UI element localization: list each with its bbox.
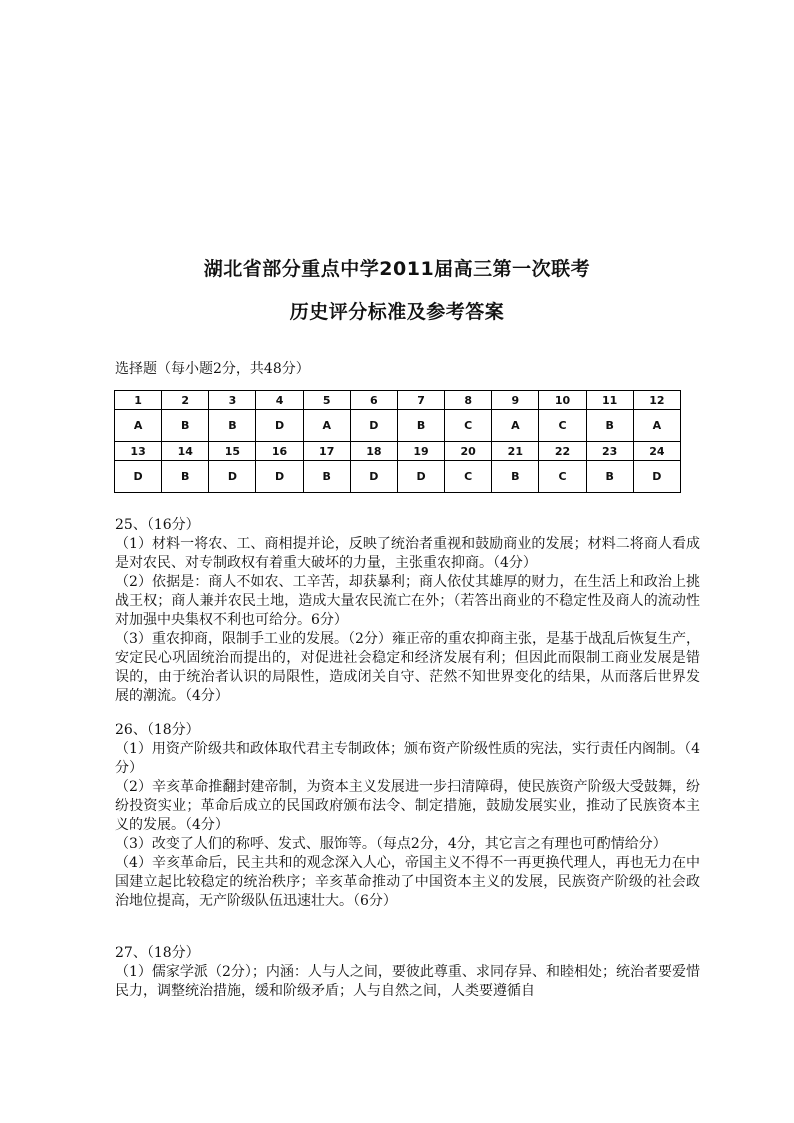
answer-cell: C — [539, 410, 586, 442]
answer-cell: A — [115, 410, 162, 442]
question-25-part-2: （2）依据是：商人不如农、工辛苦，却获暴利；商人依仗其雄厚的财力，在生活上和政治上挑战王权；商人兼并农民土地，造成大量农民流亡在外；（若答出商业的不稳定性及商人的流动性对加强中央集权不利也可给分。6分） — [115, 574, 700, 628]
answer-cell: D — [209, 461, 256, 493]
answer-cell: D — [397, 461, 444, 493]
answer-cell: A — [303, 410, 350, 442]
answer-cell: D — [350, 461, 397, 493]
question-number-row — [115, 442, 681, 461]
question-number-cell: 3 — [209, 391, 256, 410]
question-25-heading: 25、（16分） — [115, 517, 200, 533]
question-number-cell: 1 — [115, 391, 162, 410]
answer-cell: C — [539, 461, 586, 493]
question-number-cell: 19 — [397, 442, 444, 461]
question-number-cell: 24 — [633, 442, 680, 461]
question-number-cell: 9 — [492, 391, 539, 410]
answer-table — [114, 390, 681, 493]
answer-cell: B — [303, 461, 350, 493]
answer-cell: B — [162, 410, 209, 442]
choice-section-label: 选择题（每小题2分，共48分） — [115, 361, 310, 377]
answer-cell: A — [492, 410, 539, 442]
question-number-cell: 23 — [586, 442, 633, 461]
question-25-part-1: （1）材料一将农、工、商相提并论，反映了统治者重视和鼓励商业的发展；材料二将商人看成是对农民、对专制政权有着重大破坏的力量，主张重农抑商。（4分） — [115, 536, 700, 571]
question-26-part-3: （3）改变了人们的称呼、发式、服饰等。（每点2分，4分，其它言之有理也可酌情给分） — [115, 836, 667, 852]
question-25-part-3: （3）重农抑商，限制手工业的发展。（2分）雍正帝的重农抑商主张，是基于战乱后恢复生产，安定民心巩固统治而提出的，对促进社会稳定和经济发展有利；但因此而限制工商业发展是错误的，由于统治者认识的局限性，造成闭关自守、茫然不知世界变化的结果，从而落后世界发展的潮流。（4分） — [115, 631, 700, 704]
question-number-cell: 16 — [256, 442, 303, 461]
answer-cell: B — [397, 410, 444, 442]
answer-cell: D — [350, 410, 397, 442]
answer-cell: B — [586, 461, 633, 493]
question-number-cell: 8 — [445, 391, 492, 410]
answer-cell: C — [445, 410, 492, 442]
answer-cell: D — [115, 461, 162, 493]
question-number-cell: 2 — [162, 391, 209, 410]
question-26 — [115, 721, 700, 911]
question-number-cell: 14 — [162, 442, 209, 461]
answer-row — [115, 410, 681, 442]
question-number-cell: 6 — [350, 391, 397, 410]
question-27 — [115, 944, 700, 1001]
answer-cell: A — [633, 410, 680, 442]
question-number-cell: 12 — [633, 391, 680, 410]
question-number-cell: 5 — [303, 391, 350, 410]
question-number-cell: 22 — [539, 442, 586, 461]
answer-row — [115, 461, 681, 493]
question-27-heading: 27、（18分） — [115, 945, 200, 961]
question-26-heading: 26、（18分） — [115, 722, 200, 738]
question-26-part-4: （4）辛亥革命后，民主共和的观念深入人心，帝国主义不得不一再更换代理人，再也无力在中国建立起比较稳定的统治秩序；辛亥革命推动了中国资本主义的发展，民族资产阶级的社会政治地位提高，无产阶级队伍迅速壮大。（6分） — [115, 855, 700, 909]
question-26-part-2: （2）辛亥革命推翻封建帝制，为资本主义发展进一步扫清障碍，使民族资产阶级大受鼓舞，纷纷投资实业；革命后成立的民国政府颁布法令、制定措施，鼓励发展实业，推动了民族资本主义的发展。（4分） — [115, 779, 700, 833]
question-number-cell: 11 — [586, 391, 633, 410]
answer-cell: B — [586, 410, 633, 442]
answer-cell: C — [445, 461, 492, 493]
document-subtitle: 历史评分标准及参考答案 — [289, 301, 505, 323]
question-number-cell: 18 — [350, 442, 397, 461]
answer-cell: D — [256, 461, 303, 493]
question-26-part-1: （1）用资产阶级共和政体取代君主专制政体；颁布资产阶级性质的宪法，实行责任内阁制。（4分） — [115, 741, 700, 776]
document-title: 湖北省部分重点中学2011届高三第一次联考 — [203, 258, 591, 280]
answer-cell: D — [256, 410, 303, 442]
question-number-cell: 21 — [492, 442, 539, 461]
question-25 — [115, 516, 700, 706]
question-number-cell: 7 — [397, 391, 444, 410]
answer-cell: B — [209, 410, 256, 442]
question-number-row — [115, 391, 681, 410]
question-number-cell: 13 — [115, 442, 162, 461]
question-number-cell: 20 — [445, 442, 492, 461]
question-number-cell: 17 — [303, 442, 350, 461]
answer-cell: B — [162, 461, 209, 493]
question-number-cell: 10 — [539, 391, 586, 410]
answer-cell: B — [492, 461, 539, 493]
question-number-cell: 4 — [256, 391, 303, 410]
answer-cell: D — [633, 461, 680, 493]
question-number-cell: 15 — [209, 442, 256, 461]
question-27-part-1: （1）儒家学派（2分）；内涵：人与人之间，要彼此尊重、求同存异、和睦相处；统治者要爱惜民力，调整统治措施，缓和阶级矛盾；人与自然之间，人类要遵循自 — [115, 964, 700, 999]
